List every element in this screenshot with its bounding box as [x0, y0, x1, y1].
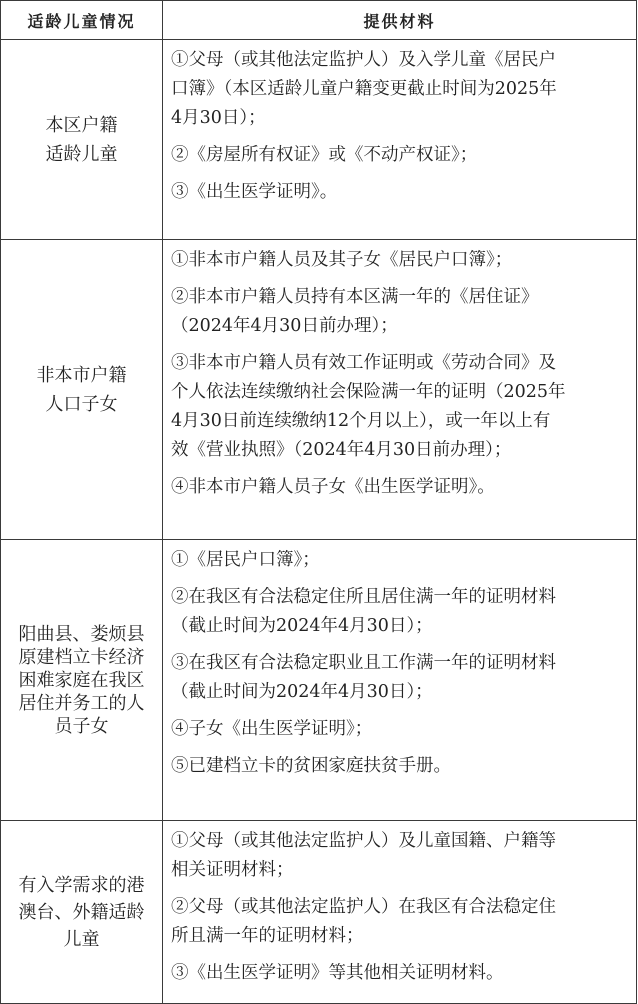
category-line: 澳台、外籍适龄 — [18, 901, 145, 923]
material-item — [171, 178, 628, 207]
material-line: ②非本市户籍人员持有本区满一年的《居住证》 — [171, 287, 539, 307]
material-item — [171, 141, 628, 170]
materials-cell — [163, 540, 637, 821]
material-item — [171, 246, 628, 275]
material-line: （截止时间为2024年4月30日）； — [171, 616, 433, 636]
material-line: 效《营业执照》（2024年4月30日前办理）； — [171, 440, 512, 460]
materials-cell — [163, 40, 637, 240]
material-line: ①父母（或其他法定监护人）及儿童国籍、户籍等 — [171, 831, 556, 851]
category-line: 有入学需求的港 — [18, 874, 145, 896]
material-line: ③在我区有合法稳定职业且工作满一年的证明材料 — [171, 653, 556, 673]
material-item — [171, 546, 628, 575]
material-line: ②《房屋所有权证》或《不动产权证》； — [171, 145, 478, 165]
table-row — [1, 240, 637, 540]
material-item — [171, 715, 628, 744]
material-line: ④非本市户籍人员子女《出生医学证明》。 — [171, 477, 495, 497]
category-cell — [1, 540, 163, 821]
table-row — [1, 40, 637, 240]
category-cell — [1, 821, 163, 1004]
material-item — [171, 46, 628, 133]
material-line: ④子女《出生医学证明》； — [171, 719, 373, 739]
material-line: ③《出生医学证明》。 — [171, 182, 338, 202]
category-line: 人口子女 — [45, 393, 118, 415]
table-row — [1, 540, 637, 821]
materials-cell — [163, 240, 637, 540]
material-line: 所且满一年的证明材料； — [171, 926, 364, 946]
material-line: ②在我区有合法稳定住所且居住满一年的证明材料 — [171, 587, 556, 607]
category-cell — [1, 240, 163, 540]
material-item — [171, 827, 628, 885]
material-line: 4月30日前连续缴纳12个月以上），或一年以上有 — [171, 411, 551, 431]
material-item — [171, 349, 628, 465]
material-line: 个人依法连续缴纳社会保险满一年的证明（2025年 — [171, 382, 566, 402]
category-line: 困难家庭在我区 — [18, 669, 145, 691]
category-line: 阳曲县、娄烦县 — [18, 623, 145, 645]
material-line: 相关证明材料； — [171, 860, 294, 880]
category-line: 员子女 — [54, 715, 109, 737]
material-line: 4月30日）； — [171, 108, 266, 128]
category-line: 本区户籍 — [45, 114, 118, 136]
material-item — [171, 752, 628, 781]
material-line: ③《出生医学证明》等其他相关证明材料。 — [171, 963, 504, 983]
material-item — [171, 473, 628, 502]
material-line: （2024年4月30日前办理）； — [171, 316, 398, 336]
category-line: 非本市户籍 — [36, 364, 127, 386]
category-line: 儿童 — [63, 928, 100, 950]
category-cell — [1, 40, 163, 240]
category-line: 居住并务工的人 — [18, 692, 145, 714]
column-header-category: 适龄儿童情况 — [1, 1, 163, 40]
material-item — [171, 583, 628, 641]
material-line: ③非本市户籍人员有效工作证明或《劳动合同》及 — [171, 353, 556, 373]
header-row — [1, 1, 637, 40]
material-item — [171, 649, 628, 707]
table-row — [1, 821, 637, 1004]
material-line: ①《居民户口簿》； — [171, 550, 320, 570]
column-header-materials: 提供材料 — [163, 1, 637, 40]
material-line: ⑤已建档立卡的贫困家庭扶贫手册。 — [171, 756, 451, 776]
material-item — [171, 893, 628, 951]
category-line: 适龄儿童 — [45, 143, 118, 165]
material-line: ②父母（或其他法定监护人）在我区有合法稳定住 — [171, 897, 556, 917]
material-item — [171, 959, 628, 988]
material-item — [171, 283, 628, 341]
category-line: 原建档立卡经济 — [18, 646, 145, 668]
material-line: ①父母（或其他法定监护人）及入学儿童《居民户 — [171, 50, 556, 70]
materials-cell — [163, 821, 637, 1004]
material-line: （截止时间为2024年4月30日）； — [171, 682, 433, 702]
material-line: 口簿》（本区适龄儿童户籍变更截止时间为2025年 — [171, 79, 557, 99]
material-line: ①非本市户籍人员及其子女《居民户口簿》； — [171, 250, 513, 270]
